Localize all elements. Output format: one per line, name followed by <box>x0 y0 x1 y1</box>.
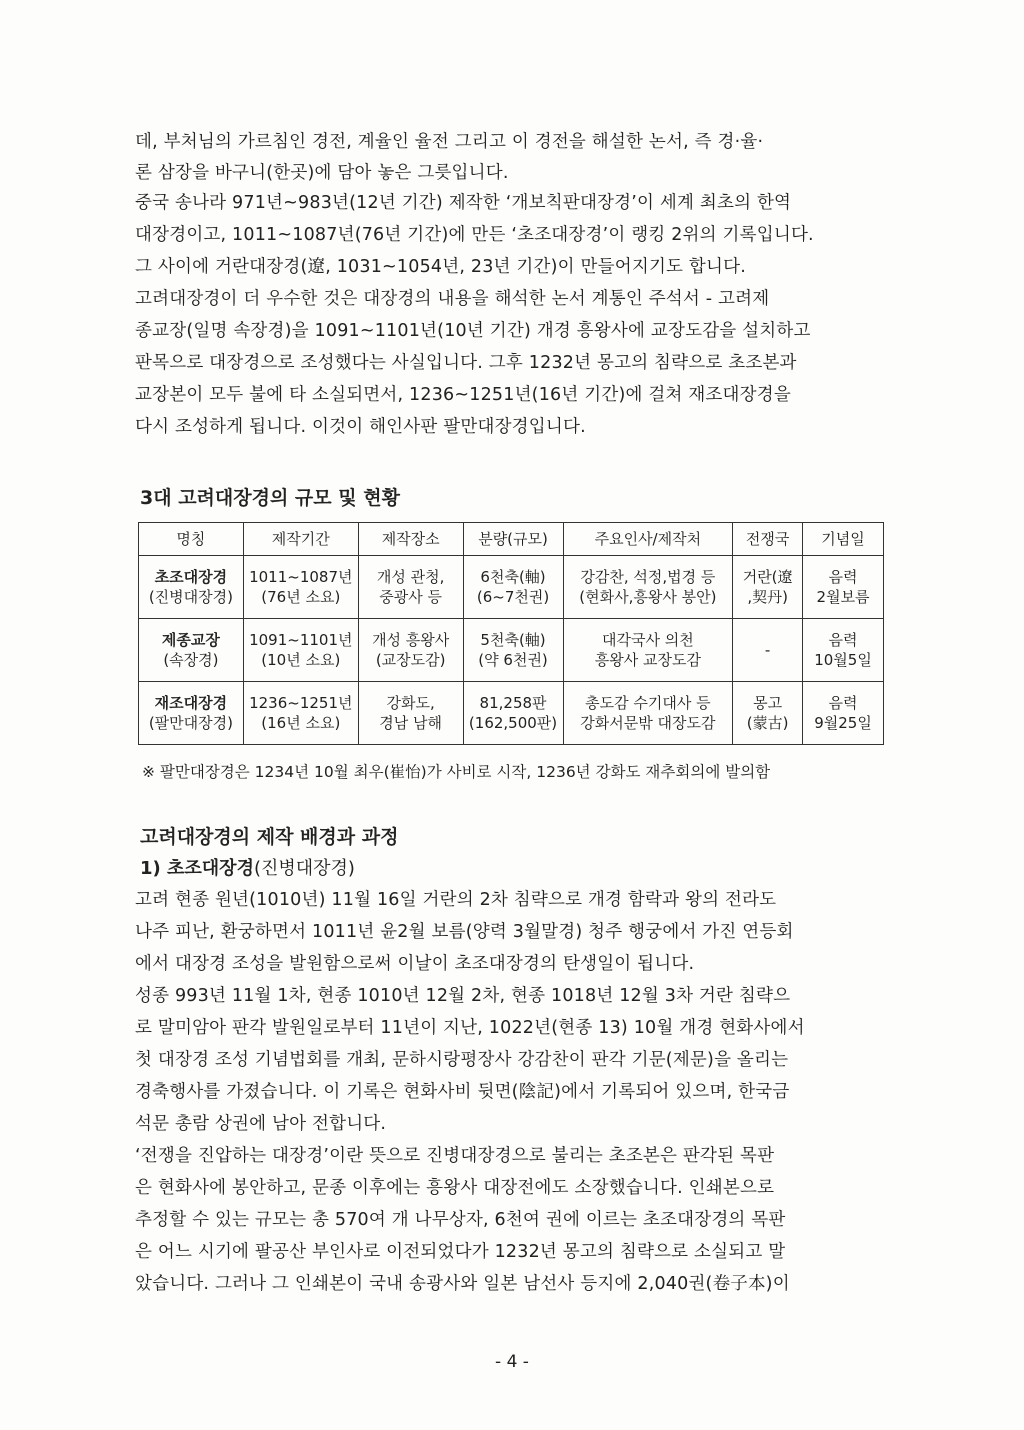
intro-line: 판목으로 대장경으로 조성했다는 사실입니다. 그후 1232년 몽고의 침략으로 초조본과 <box>135 353 797 373</box>
cell-place: 개성 관청, 중광사 등 <box>358 556 463 619</box>
cell-volume: 5천축(軸) (약 6천권) <box>463 619 563 682</box>
body-line: 경축행사를 가졌습니다. 이 기록은 현화사비 뒷면(陰記)에서 기록되어 있으며, 한국금 <box>135 1082 790 1102</box>
body-line: 추정할 수 있는 규모는 총 570여 개 나무상자, 6천여 권에 이르는 초조대장경의 목판 <box>135 1210 786 1230</box>
col-header-place: 제작장소 <box>358 523 463 556</box>
cell-day: 음력 9월25일 <box>803 682 884 745</box>
cell-name: 제종교장 (속장경) <box>139 619 244 682</box>
body-line: 은 어느 시기에 팔공산 부인사로 이전되었다가 1232년 몽고의 침략으로 소실되고 말 <box>135 1242 786 1262</box>
cell-war: 몽고 (蒙古) <box>733 682 803 745</box>
cell-people: 총도감 수기대사 등 강화서문밖 대장도감 <box>563 682 733 745</box>
body-line: 았습니다. 그러나 그 인쇄본이 국내 송광사와 일본 남선사 등지에 2,040권(卷子本)이 <box>135 1274 790 1294</box>
intro-line: 고려대장경이 더 우수한 것은 대장경의 내용을 해석한 논서 계통인 주석서 - 고려제 <box>135 289 770 309</box>
intro-line: 다시 조성하게 됩니다. 이것이 해인사판 팔만대장경입니다. <box>135 417 586 437</box>
cell-name: 재조대장경 (팔만대장경) <box>139 682 244 745</box>
cell-period: 1011~1087년 (76년 소요) <box>243 556 358 619</box>
cell-people: 강감찬, 석정,법경 등 (현화사,흥왕사 봉안) <box>563 556 733 619</box>
cell-name: 초조대장경 (진병대장경) <box>139 556 244 619</box>
cell-volume: 81,258판 (162,500판) <box>463 682 563 745</box>
table-footnote: ※ 팔만대장경은 1234년 10월 최우(崔怡)가 사비로 시작, 1236년 강화도 재추회의에 발의함 <box>142 763 771 781</box>
intro-line: 중국 송나라 971년~983년(12년 기간) 제작한 ‘개보칙판대장경’이 세계 최초의 한역 <box>135 193 792 213</box>
body-line: 에서 대장경 조성을 발원함으로써 이날이 초조대장경의 탄생일이 됩니다. <box>135 954 695 974</box>
intro-line: 그 사이에 거란대장경(遼, 1031~1054년, 23년 기간)이 만들어지기도 합니다. <box>135 257 746 277</box>
body-line: ‘전쟁을 진압하는 대장경’이란 뜻으로 진병대장경으로 불리는 초조본은 판각된 목판 <box>135 1146 775 1166</box>
col-header-name: 명칭 <box>139 523 244 556</box>
intro-line: 대장경이고, 1011~1087년(76년 기간)에 만든 ‘초조대장경’이 랭킹 2위의 기록입니다. <box>135 225 814 245</box>
cell-period: 1091~1101년 (10년 소요) <box>243 619 358 682</box>
col-header-people: 주요인사/제작처 <box>563 523 733 556</box>
intro-line: 데, 부처님의 가르침인 경전, 계율인 율전 그리고 이 경전을 해설한 논서, 즉 경·율· <box>135 132 764 152</box>
subsection-title: 1) 초조대장경(진병대장경) <box>140 858 355 879</box>
section-title-background: 고려대장경의 제작 배경과 과정 <box>140 826 399 848</box>
section-title-scale: 3대 고려대장경의 규모 및 현황 <box>140 487 400 509</box>
table-header-row <box>139 523 884 556</box>
col-header-day: 기념일 <box>803 523 884 556</box>
cell-volume: 6천축(軸) (6~7천권) <box>463 556 563 619</box>
body-line: 석문 총람 상권에 남아 전합니다. <box>135 1114 387 1134</box>
body-line: 고려 현종 원년(1010년) 11월 16일 거란의 2차 침략으로 개경 함락과 왕의 전라도 <box>135 890 777 910</box>
cell-period: 1236~1251년 (16년 소요) <box>243 682 358 745</box>
cell-people: 대각국사 의천 흥왕사 교장도감 <box>563 619 733 682</box>
table-row <box>139 682 884 745</box>
col-header-war: 전쟁국 <box>733 523 803 556</box>
cell-day: 음력 10월5일 <box>803 619 884 682</box>
body-line: 첫 대장경 조성 기념법회를 개최, 문하시랑평장사 강감찬이 판각 기문(제문)을 올리는 <box>135 1050 789 1070</box>
cell-place: 강화도, 경남 남해 <box>358 682 463 745</box>
page-number: - 4 - <box>495 1352 529 1372</box>
intro-line: 종교장(일명 속장경)을 1091~1101년(10년 기간) 개경 흥왕사에 교장도감을 설치하고 <box>135 321 811 341</box>
cell-day: 음력 2월보름 <box>803 556 884 619</box>
cell-war: 거란(遼 ,契丹) <box>733 556 803 619</box>
body-line: 로 말미암아 판각 발원일로부터 11년이 지난, 1022년(현종 13) 10월 개경 현화사에서 <box>135 1018 805 1038</box>
intro-line: 론 삼장을 바구니(한곳)에 담아 놓은 그릇입니다. <box>135 163 509 183</box>
table-row <box>139 556 884 619</box>
intro-line: 교장본이 모두 불에 타 소실되면서, 1236~1251년(16년 기간)에 걸쳐 재조대장경을 <box>135 385 791 405</box>
body-line: 은 현화사에 봉안하고, 문종 이후에는 흥왕사 대장전에도 소장했습니다. 인쇄본으로 <box>135 1178 775 1198</box>
col-header-volume: 분량(규모) <box>463 523 563 556</box>
cell-war: - <box>733 619 803 682</box>
body-line: 성종 993년 11월 1차, 현종 1010년 12월 2차, 현종 1018년 12월 3차 거란 침략으 <box>135 986 791 1006</box>
col-header-period: 제작기간 <box>243 523 358 556</box>
tripitaka-table <box>138 522 884 745</box>
cell-place: 개성 흥왕사 (교장도감) <box>358 619 463 682</box>
table-row <box>139 619 884 682</box>
body-line: 나주 피난, 환궁하면서 1011년 윤2월 보름(양력 3월말경) 청주 행궁에서 가진 연등회 <box>135 922 794 942</box>
